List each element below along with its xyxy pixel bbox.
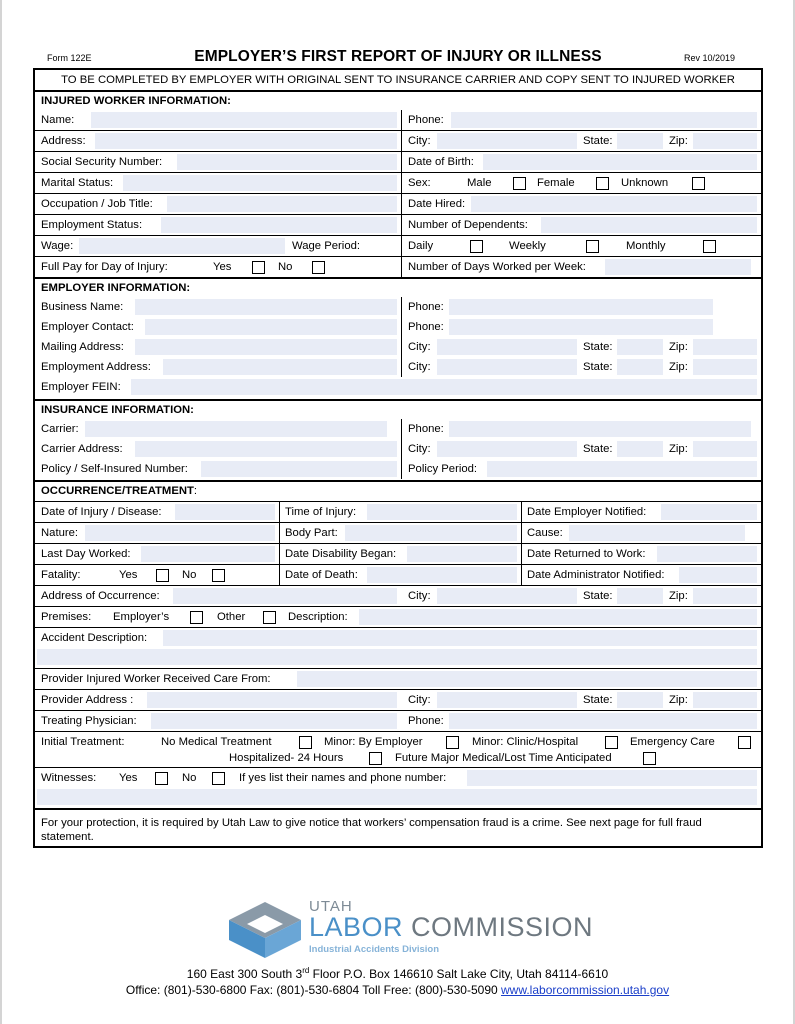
form-number: Form 122E bbox=[47, 53, 92, 63]
initial-treatment-row bbox=[35, 731, 761, 770]
carrier-city-field[interactable] bbox=[437, 441, 577, 457]
marital-row bbox=[35, 172, 761, 193]
divider bbox=[279, 544, 280, 564]
date-injury-row bbox=[35, 501, 761, 522]
divider bbox=[401, 297, 402, 317]
carrier-zip-field[interactable] bbox=[693, 441, 757, 457]
last-day-row bbox=[35, 543, 761, 564]
field-label: Occupation / Job Title: bbox=[41, 198, 153, 210]
premises-employers-checkbox[interactable] bbox=[190, 611, 203, 624]
employment-address-field[interactable] bbox=[163, 359, 397, 375]
fein-field[interactable] bbox=[131, 379, 757, 395]
minor-employer-checkbox[interactable] bbox=[446, 736, 459, 749]
time-injury-field[interactable] bbox=[367, 504, 517, 520]
minor-employer-label: Minor: By Employer bbox=[324, 736, 423, 748]
premises-description-field[interactable] bbox=[359, 609, 757, 625]
address-row bbox=[35, 130, 761, 151]
field-label: Provider Injured Worker Received Care From: bbox=[41, 673, 271, 685]
field-label: Employment Address: bbox=[41, 361, 151, 373]
other-label: Other bbox=[217, 611, 246, 623]
divider bbox=[401, 459, 402, 479]
divider bbox=[401, 173, 402, 193]
cause-field[interactable] bbox=[569, 525, 745, 541]
nature-row bbox=[35, 522, 761, 543]
disability-began-field[interactable] bbox=[407, 546, 517, 562]
field-label: Wage: bbox=[41, 240, 74, 252]
field-label: Employment Status: bbox=[41, 219, 143, 231]
daily-label: Daily bbox=[408, 240, 434, 252]
employment-zip-field[interactable] bbox=[693, 359, 757, 375]
field-label: Sex: bbox=[408, 177, 431, 189]
unknown-label: Unknown bbox=[621, 177, 669, 189]
field-label: City: bbox=[408, 590, 431, 602]
business-phone-field[interactable] bbox=[449, 299, 713, 315]
field-label: Date Disability Began: bbox=[285, 548, 397, 560]
field-label: Business Name: bbox=[41, 301, 124, 313]
dob-field[interactable] bbox=[483, 154, 757, 170]
accident-description-line2 bbox=[35, 647, 761, 667]
days-worked-field[interactable] bbox=[605, 259, 751, 275]
divider bbox=[401, 317, 402, 337]
fraud-notice bbox=[35, 808, 761, 846]
minor-clinic-checkbox[interactable] bbox=[605, 736, 618, 749]
wage-row bbox=[35, 235, 761, 256]
accident-description-row bbox=[35, 627, 761, 648]
monthly-label: Monthly bbox=[626, 240, 666, 252]
field-label: Number of Dependents: bbox=[408, 219, 528, 231]
field-label: Phone: bbox=[408, 321, 444, 333]
witnesses-field[interactable] bbox=[467, 770, 757, 786]
admin-notified-field[interactable] bbox=[679, 567, 757, 583]
hospitalized-label: Hospitalized- 24 Hours bbox=[229, 752, 344, 764]
provider-field[interactable] bbox=[297, 671, 757, 687]
field-label: State: bbox=[583, 341, 613, 353]
employment-status-row bbox=[35, 214, 761, 235]
divider bbox=[401, 419, 402, 439]
divider bbox=[279, 565, 280, 585]
worker-address-field[interactable] bbox=[95, 133, 397, 149]
no-medical-checkbox[interactable] bbox=[299, 736, 312, 749]
field-label: Provider Address : bbox=[41, 694, 134, 706]
employment-address-row bbox=[35, 357, 761, 377]
field-label: Zip: bbox=[669, 590, 688, 602]
divider bbox=[521, 523, 522, 543]
full-pay-no-checkbox[interactable] bbox=[312, 261, 325, 274]
employers-label: Employer’s bbox=[113, 611, 170, 623]
hospitalized-checkbox[interactable] bbox=[369, 752, 382, 765]
date-notified-field[interactable] bbox=[661, 504, 757, 520]
policy-row bbox=[35, 459, 761, 479]
field-label: State: bbox=[583, 443, 613, 455]
emergency-label: Emergency Care bbox=[630, 736, 715, 748]
field-label: Social Security Number: bbox=[41, 156, 163, 168]
employment-state-field[interactable] bbox=[617, 359, 663, 375]
unknown-checkbox[interactable] bbox=[692, 177, 705, 190]
contact-numbers: Office: (801)-530-6800 Fax: (801)-530-6804 Toll Free: (800)-530-5090 bbox=[125, 983, 502, 997]
field-label: Description: bbox=[288, 611, 348, 623]
field-label: Address: bbox=[41, 135, 86, 147]
page-edge-left bbox=[0, 0, 2, 1024]
no-medical-label: No Medical Treatment bbox=[161, 736, 272, 748]
field-label: Policy / Self-Insured Number: bbox=[41, 463, 188, 475]
carrier-phone-field[interactable] bbox=[449, 421, 751, 437]
divider bbox=[521, 502, 522, 522]
body-part-field[interactable] bbox=[345, 525, 517, 541]
occupation-field[interactable] bbox=[167, 196, 397, 212]
physician-row bbox=[35, 710, 761, 731]
accident-description-field[interactable] bbox=[163, 630, 757, 646]
provider-address-field[interactable] bbox=[147, 692, 397, 708]
field-label: Number of Days Worked per Week: bbox=[408, 261, 586, 273]
field-label: Premises: bbox=[41, 611, 92, 623]
field-label: Time of Injury: bbox=[285, 506, 357, 518]
section-heading: EMPLOYER INFORMATION: bbox=[41, 282, 191, 294]
employment-status-field[interactable] bbox=[161, 217, 397, 233]
form-frame bbox=[33, 68, 763, 848]
divider bbox=[521, 565, 522, 585]
field-label: Initial Treatment: bbox=[41, 736, 125, 748]
field-label: Zip: bbox=[669, 694, 688, 706]
divider bbox=[401, 236, 402, 256]
field-label: Fatality: bbox=[41, 569, 81, 581]
field-label: City: bbox=[408, 443, 431, 455]
provider-city-field[interactable] bbox=[437, 692, 577, 708]
field-label: Treating Physician: bbox=[41, 715, 137, 727]
policy-number-field[interactable] bbox=[201, 461, 397, 477]
field-label: Employer Contact: bbox=[41, 321, 134, 333]
full-pay-yes-checkbox[interactable] bbox=[252, 261, 265, 274]
female-label: Female bbox=[537, 177, 575, 189]
worker-state-field[interactable] bbox=[617, 133, 663, 149]
physician-phone-field[interactable] bbox=[449, 713, 757, 729]
field-label: Zip: bbox=[669, 341, 688, 353]
mailing-state-field[interactable] bbox=[617, 339, 663, 355]
field-label: If yes list their names and phone number: bbox=[239, 772, 447, 784]
employment-city-field[interactable] bbox=[437, 359, 577, 375]
divider bbox=[401, 194, 402, 214]
field-label: City: bbox=[408, 361, 431, 373]
witnesses-row bbox=[35, 767, 761, 788]
mailing-city-field[interactable] bbox=[437, 339, 577, 355]
field-label: Carrier: bbox=[41, 423, 79, 435]
fraud-notice-text: For your protection, it is required by Utah Law to give notice that workers’ compensation fraud is a crime. See next page for full fraud statement. bbox=[41, 817, 702, 843]
field-label: Address of Occurrence: bbox=[41, 590, 160, 602]
yes-label: Yes bbox=[119, 772, 138, 784]
field-label: Date Administrator Notified: bbox=[527, 569, 665, 581]
field-label: Mailing Address: bbox=[41, 341, 124, 353]
premises-other-checkbox[interactable] bbox=[263, 611, 276, 624]
field-label: State: bbox=[583, 135, 613, 147]
witnesses-line2 bbox=[35, 787, 761, 807]
field-label: Date Returned to Work: bbox=[527, 548, 646, 560]
no-label: No bbox=[182, 772, 197, 784]
carrier-address-row bbox=[35, 439, 761, 459]
field-label: Last Day Worked: bbox=[41, 548, 131, 560]
policy-period-field[interactable] bbox=[487, 461, 757, 477]
address-occurrence-field[interactable] bbox=[173, 588, 397, 604]
field-label: Body Part: bbox=[285, 527, 338, 539]
divider bbox=[401, 110, 402, 130]
employer-contact-field[interactable] bbox=[145, 319, 397, 335]
field-label: City: bbox=[408, 694, 431, 706]
monthly-checkbox[interactable] bbox=[703, 240, 716, 253]
employer-contact-row bbox=[35, 317, 761, 337]
worker-phone-field[interactable] bbox=[451, 112, 757, 128]
worker-zip-field[interactable] bbox=[693, 133, 757, 149]
logo-utah-text: UTAH bbox=[309, 898, 353, 915]
fatality-yes-checkbox[interactable] bbox=[156, 569, 169, 582]
divider bbox=[401, 357, 402, 377]
field-label: Nature: bbox=[41, 527, 79, 539]
marital-status-field[interactable] bbox=[123, 175, 397, 191]
logo-division-text: Industrial Accidents Division bbox=[309, 944, 440, 955]
provider-address-row bbox=[35, 689, 761, 710]
mailing-address-field[interactable] bbox=[135, 339, 397, 355]
yes-label: Yes bbox=[119, 569, 138, 581]
worker-city-field[interactable] bbox=[437, 133, 577, 149]
instruction-text: TO BE COMPLETED BY EMPLOYER WITH ORIGINAL SENT TO INSURANCE CARRIER AND COPY SENT TO INJURED WORKER bbox=[61, 74, 735, 86]
fatality-no-checkbox[interactable] bbox=[212, 569, 225, 582]
instruction-banner bbox=[35, 70, 761, 90]
ssn-field[interactable] bbox=[177, 154, 397, 170]
fein-row bbox=[35, 377, 761, 397]
field-label: Zip: bbox=[669, 135, 688, 147]
field-label: Carrier Address: bbox=[41, 443, 123, 455]
form-title: EMPLOYER’S FIRST REPORT OF INJURY OR ILLNESS bbox=[194, 48, 602, 65]
date-death-field[interactable] bbox=[367, 567, 517, 583]
occurrence-zip-field[interactable] bbox=[693, 588, 757, 604]
male-label: Male bbox=[467, 177, 492, 189]
divider bbox=[279, 523, 280, 543]
daily-checkbox[interactable] bbox=[470, 240, 483, 253]
logo-mark-icon bbox=[225, 898, 305, 960]
field-label: City: bbox=[408, 341, 431, 353]
field-label: Date of Death: bbox=[285, 569, 358, 581]
accident-description-field-2[interactable] bbox=[37, 649, 757, 665]
section-heading: INJURED WORKER INFORMATION: bbox=[41, 95, 231, 107]
field-label: Name: bbox=[41, 114, 75, 126]
section-heading: OCCURRENCE/TREATMENT: bbox=[41, 485, 198, 497]
field-label: Date of Birth: bbox=[408, 156, 474, 168]
website-link[interactable]: www.laborcommission.utah.gov bbox=[501, 983, 670, 997]
witnesses-yes-checkbox[interactable] bbox=[155, 772, 168, 785]
labor-commission-logo bbox=[225, 898, 594, 960]
full-pay-row bbox=[35, 256, 761, 277]
occupation-row bbox=[35, 193, 761, 214]
field-label: State: bbox=[583, 694, 613, 706]
fatality-row bbox=[35, 564, 761, 585]
wage-field[interactable] bbox=[79, 238, 285, 254]
contact-phone-field[interactable] bbox=[449, 319, 713, 335]
field-label: Marital Status: bbox=[41, 177, 114, 189]
emergency-checkbox[interactable] bbox=[738, 736, 751, 749]
section-heading: INSURANCE INFORMATION: bbox=[41, 404, 194, 416]
field-label: Witnesses: bbox=[41, 772, 97, 784]
business-name-field[interactable] bbox=[135, 299, 397, 315]
field-label: Zip: bbox=[669, 361, 688, 373]
address-occurrence-row bbox=[35, 585, 761, 606]
worker-name-field[interactable] bbox=[91, 112, 397, 128]
weekly-label: Weekly bbox=[509, 240, 546, 252]
field-label: Phone: bbox=[408, 114, 444, 126]
occurrence-city-field[interactable] bbox=[437, 588, 577, 604]
field-label: Date Hired: bbox=[408, 198, 466, 210]
business-name-row bbox=[35, 297, 761, 317]
field-label: Phone: bbox=[408, 715, 444, 727]
mailing-zip-field[interactable] bbox=[693, 339, 757, 355]
carrier-state-field[interactable] bbox=[617, 441, 663, 457]
field-label: State: bbox=[583, 590, 613, 602]
divider bbox=[279, 502, 280, 522]
field-label: Date Employer Notified: bbox=[527, 506, 647, 518]
last-day-field[interactable] bbox=[141, 546, 275, 562]
field-label: Phone: bbox=[408, 301, 444, 313]
no-label: No bbox=[182, 569, 197, 581]
insurance-heading-row bbox=[35, 399, 761, 421]
field-label: Accident Description: bbox=[41, 632, 148, 644]
carrier-row bbox=[35, 419, 761, 439]
date-hired-field[interactable] bbox=[471, 196, 757, 212]
divider bbox=[401, 215, 402, 235]
revision-date: Rev 10/2019 bbox=[683, 53, 735, 63]
provider-zip-field[interactable] bbox=[693, 692, 757, 708]
divider bbox=[401, 152, 402, 172]
field-label: Wage Period: bbox=[292, 240, 361, 252]
ssn-row bbox=[35, 151, 761, 172]
occurrence-heading-row bbox=[35, 480, 761, 502]
female-checkbox[interactable] bbox=[596, 177, 609, 190]
footer-address: 160 East 300 South 3rd Floor P.O. Box 146610 Salt Lake City, Utah 84114-6610 bbox=[186, 966, 609, 981]
provider-state-field[interactable] bbox=[617, 692, 663, 708]
witnesses-no-checkbox[interactable] bbox=[212, 772, 225, 785]
premises-row bbox=[35, 606, 761, 627]
field-label: Full Pay for Day of Injury: bbox=[41, 261, 168, 273]
future-major-label: Future Major Medical/Lost Time Anticipated bbox=[395, 752, 612, 764]
weekly-checkbox[interactable] bbox=[586, 240, 599, 253]
future-major-checkbox[interactable] bbox=[643, 752, 656, 765]
provider-row bbox=[35, 668, 761, 689]
field-label: City: bbox=[408, 135, 431, 147]
carrier-address-field[interactable] bbox=[135, 441, 397, 457]
injured-worker-heading-row bbox=[35, 90, 761, 112]
field-label: Employer FEIN: bbox=[41, 381, 121, 393]
occurrence-state-field[interactable] bbox=[617, 588, 663, 604]
male-checkbox[interactable] bbox=[513, 177, 526, 190]
footer-contact bbox=[0, 983, 795, 997]
field-label: Policy Period: bbox=[408, 463, 478, 475]
dependents-field[interactable] bbox=[541, 217, 757, 233]
physician-field[interactable] bbox=[151, 713, 397, 729]
returned-field[interactable] bbox=[657, 546, 757, 562]
field-label: Date of Injury / Disease: bbox=[41, 506, 162, 518]
divider bbox=[521, 544, 522, 564]
divider bbox=[401, 337, 402, 357]
yes-label: Yes bbox=[213, 261, 232, 273]
divider bbox=[401, 439, 402, 459]
divider bbox=[401, 131, 402, 151]
carrier-field[interactable] bbox=[85, 421, 387, 437]
nature-field[interactable] bbox=[85, 525, 275, 541]
witnesses-field-2[interactable] bbox=[37, 789, 757, 805]
date-injury-field[interactable] bbox=[175, 504, 275, 520]
name-row bbox=[35, 110, 761, 130]
form-header bbox=[33, 48, 763, 68]
field-label: State: bbox=[583, 361, 613, 373]
mailing-address-row bbox=[35, 337, 761, 357]
divider bbox=[401, 257, 402, 277]
logo-title: LABOR COMMISSION bbox=[309, 912, 594, 942]
no-label: No bbox=[278, 261, 293, 273]
field-label: Zip: bbox=[669, 443, 688, 455]
field-label: Phone: bbox=[408, 423, 444, 435]
employer-heading-row bbox=[35, 277, 761, 299]
minor-clinic-label: Minor: Clinic/Hospital bbox=[472, 736, 579, 748]
field-label: Cause: bbox=[527, 527, 563, 539]
